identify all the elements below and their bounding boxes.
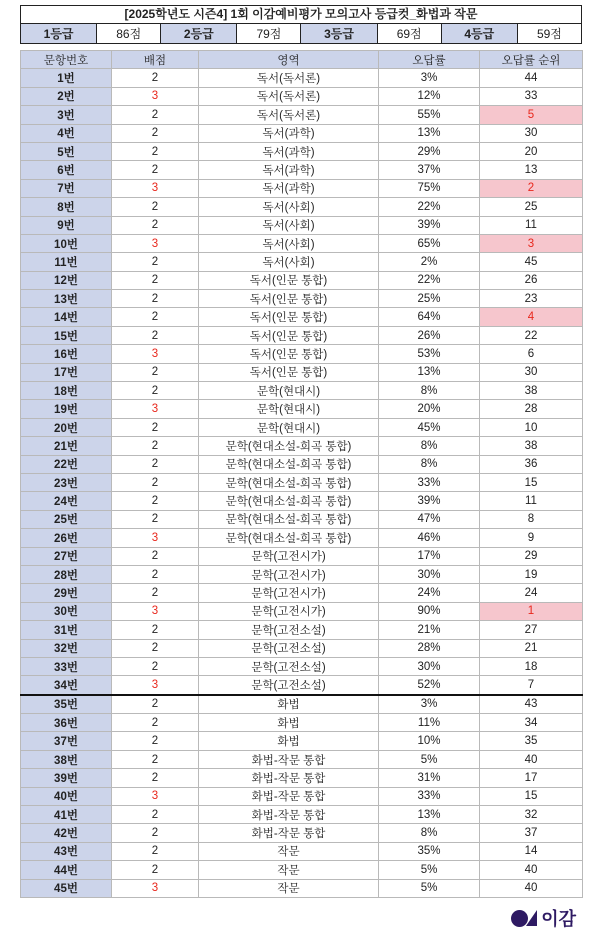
item-number-cell: 41번 — [21, 806, 112, 824]
table-row — [21, 290, 583, 308]
points-cell: 2 — [112, 437, 199, 455]
error-rate-cell: 37% — [379, 161, 480, 179]
item-number-cell: 9번 — [21, 216, 112, 234]
item-number-cell: 20번 — [21, 418, 112, 436]
header-area: 영역 — [199, 51, 379, 69]
error-rate-cell: 10% — [379, 732, 480, 750]
error-rate-cell: 8% — [379, 437, 480, 455]
points-cell: 2 — [112, 565, 199, 583]
table-row — [21, 565, 583, 583]
error-rate-cell: 30% — [379, 657, 480, 675]
error-rank-cell: 18 — [480, 657, 583, 675]
item-number-cell: 5번 — [21, 142, 112, 160]
item-number-cell: 12번 — [21, 271, 112, 289]
error-rank-cell: 37 — [480, 824, 583, 842]
table-row — [21, 676, 583, 695]
table-row — [21, 750, 583, 768]
error-rate-cell: 3% — [379, 69, 480, 87]
grade-score: 59점 — [517, 24, 581, 44]
item-number-cell: 33번 — [21, 657, 112, 675]
table-row — [21, 657, 583, 675]
points-cell: 2 — [112, 418, 199, 436]
points-cell: 2 — [112, 326, 199, 344]
error-rank-cell: 26 — [480, 271, 583, 289]
error-rate-cell: 24% — [379, 584, 480, 602]
area-cell: 작문 — [199, 861, 379, 879]
points-cell: 2 — [112, 695, 199, 714]
table-row — [21, 621, 583, 639]
table-row — [21, 879, 583, 897]
table-row — [21, 418, 583, 436]
item-number-cell: 26번 — [21, 529, 112, 547]
grade-score: 79점 — [237, 24, 301, 44]
error-rate-cell: 5% — [379, 750, 480, 768]
error-rate-cell: 33% — [379, 473, 480, 491]
item-number-cell: 13번 — [21, 290, 112, 308]
item-number-cell: 39번 — [21, 769, 112, 787]
error-rate-cell: 13% — [379, 806, 480, 824]
error-rank-cell: 4 — [480, 308, 583, 326]
points-cell: 2 — [112, 271, 199, 289]
points-cell: 2 — [112, 161, 199, 179]
table-row — [21, 769, 583, 787]
brand-logo — [511, 907, 576, 929]
error-rate-cell: 8% — [379, 382, 480, 400]
area-cell: 문학(고전시가) — [199, 602, 379, 620]
error-rank-cell: 40 — [480, 750, 583, 768]
points-cell: 2 — [112, 824, 199, 842]
table-row — [21, 106, 583, 124]
area-cell: 문학(고전시가) — [199, 565, 379, 583]
logo-text: 이감 — [541, 909, 576, 929]
area-cell: 독서(과학) — [199, 142, 379, 160]
area-cell: 독서(인문 통합) — [199, 363, 379, 381]
points-cell: 2 — [112, 124, 199, 142]
error-rank-cell: 27 — [480, 621, 583, 639]
error-rate-cell: 47% — [379, 510, 480, 528]
points-cell: 2 — [112, 106, 199, 124]
error-rank-cell: 28 — [480, 400, 583, 418]
points-cell: 3 — [112, 400, 199, 418]
table-row — [21, 216, 583, 234]
area-cell: 화법 — [199, 714, 379, 732]
table-row — [21, 492, 583, 510]
item-number-cell: 22번 — [21, 455, 112, 473]
item-number-cell: 15번 — [21, 326, 112, 344]
error-rank-cell: 10 — [480, 418, 583, 436]
points-cell: 2 — [112, 69, 199, 87]
area-cell: 문학(현대시) — [199, 382, 379, 400]
grade-label: 3등급 — [301, 24, 377, 44]
table-row — [21, 529, 583, 547]
item-number-cell: 25번 — [21, 510, 112, 528]
error-rate-cell: 22% — [379, 271, 480, 289]
item-number-cell: 19번 — [21, 400, 112, 418]
item-number-cell: 3번 — [21, 106, 112, 124]
item-number-cell: 36번 — [21, 714, 112, 732]
table-row — [21, 400, 583, 418]
item-number-cell: 17번 — [21, 363, 112, 381]
item-number-cell: 6번 — [21, 161, 112, 179]
area-cell: 작문 — [199, 842, 379, 860]
error-rank-cell: 21 — [480, 639, 583, 657]
points-cell: 2 — [112, 769, 199, 787]
area-cell: 독서(인문 통합) — [199, 345, 379, 363]
points-cell: 2 — [112, 732, 199, 750]
error-rate-cell: 75% — [379, 179, 480, 197]
area-cell: 독서(독서론) — [199, 87, 379, 105]
points-cell: 2 — [112, 473, 199, 491]
error-rate-cell: 65% — [379, 234, 480, 252]
area-cell: 독서(과학) — [199, 179, 379, 197]
error-rank-cell: 38 — [480, 382, 583, 400]
error-rank-cell: 29 — [480, 547, 583, 565]
points-cell: 2 — [112, 142, 199, 160]
error-rank-cell: 35 — [480, 732, 583, 750]
table-row — [21, 473, 583, 491]
area-cell: 문학(현대소설-희곡 통합) — [199, 437, 379, 455]
error-rate-cell: 28% — [379, 639, 480, 657]
error-rate-cell: 2% — [379, 253, 480, 271]
table-row — [21, 806, 583, 824]
area-cell: 화법-작문 통합 — [199, 769, 379, 787]
error-rate-cell: 46% — [379, 529, 480, 547]
error-rate-cell: 39% — [379, 216, 480, 234]
points-cell: 2 — [112, 657, 199, 675]
table-row — [21, 695, 583, 714]
table-row — [21, 234, 583, 252]
points-cell: 3 — [112, 87, 199, 105]
error-rank-cell: 38 — [480, 437, 583, 455]
item-number-cell: 44번 — [21, 861, 112, 879]
points-cell: 2 — [112, 510, 199, 528]
item-number-cell: 29번 — [21, 584, 112, 602]
item-number-cell: 40번 — [21, 787, 112, 805]
area-cell: 독서(인문 통합) — [199, 271, 379, 289]
error-rank-cell: 15 — [480, 787, 583, 805]
item-number-cell: 16번 — [21, 345, 112, 363]
igam-logo-triangle — [526, 910, 537, 926]
area-cell: 독서(사회) — [199, 198, 379, 216]
error-rate-cell: 21% — [379, 621, 480, 639]
item-number-cell: 2번 — [21, 87, 112, 105]
item-number-cell: 4번 — [21, 124, 112, 142]
error-rate-cell: 8% — [379, 824, 480, 842]
points-cell: 2 — [112, 842, 199, 860]
table-row — [21, 326, 583, 344]
item-number-cell: 21번 — [21, 437, 112, 455]
table-row — [21, 602, 583, 620]
error-rate-cell: 45% — [379, 418, 480, 436]
item-number-cell: 10번 — [21, 234, 112, 252]
area-cell: 화법-작문 통합 — [199, 750, 379, 768]
error-rank-cell: 6 — [480, 345, 583, 363]
points-cell: 3 — [112, 529, 199, 547]
points-cell: 2 — [112, 639, 199, 657]
points-cell: 3 — [112, 179, 199, 197]
table-body — [21, 69, 583, 898]
area-cell: 문학(현대소설-희곡 통합) — [199, 529, 379, 547]
area-cell: 문학(고전시가) — [199, 584, 379, 602]
error-rate-cell: 52% — [379, 676, 480, 695]
area-cell: 문학(고전소설) — [199, 639, 379, 657]
area-cell: 화법 — [199, 695, 379, 714]
points-cell: 2 — [112, 806, 199, 824]
points-cell: 2 — [112, 308, 199, 326]
table-row — [21, 87, 583, 105]
error-rank-cell: 44 — [480, 69, 583, 87]
error-rank-cell: 43 — [480, 695, 583, 714]
error-rank-cell: 36 — [480, 455, 583, 473]
area-cell: 독서(인문 통합) — [199, 326, 379, 344]
table-row — [21, 547, 583, 565]
area-cell: 독서(인문 통합) — [199, 290, 379, 308]
area-cell: 문학(현대소설-희곡 통합) — [199, 473, 379, 491]
points-cell: 2 — [112, 363, 199, 381]
points-cell: 2 — [112, 253, 199, 271]
item-number-cell: 18번 — [21, 382, 112, 400]
item-analysis-table — [20, 50, 583, 898]
points-cell: 3 — [112, 676, 199, 695]
area-cell: 독서(사회) — [199, 253, 379, 271]
points-cell: 2 — [112, 198, 199, 216]
error-rank-cell: 5 — [480, 106, 583, 124]
error-rank-cell: 1 — [480, 602, 583, 620]
area-cell: 문학(현대소설-희곡 통합) — [199, 455, 379, 473]
grade-label: 2등급 — [161, 24, 237, 44]
error-rank-cell: 20 — [480, 142, 583, 160]
area-cell: 화법-작문 통합 — [199, 824, 379, 842]
table-row — [21, 510, 583, 528]
error-rate-cell: 5% — [379, 861, 480, 879]
error-rank-cell: 30 — [480, 363, 583, 381]
area-cell: 문학(현대소설-희곡 통합) — [199, 510, 379, 528]
table-row — [21, 142, 583, 160]
table-row — [21, 639, 583, 657]
table-header-row — [21, 51, 583, 69]
error-rate-cell: 13% — [379, 363, 480, 381]
grade-score: 86점 — [97, 24, 161, 44]
area-cell: 독서(사회) — [199, 216, 379, 234]
error-rate-cell: 33% — [379, 787, 480, 805]
points-cell: 2 — [112, 290, 199, 308]
error-rate-cell: 90% — [379, 602, 480, 620]
error-rank-cell: 17 — [480, 769, 583, 787]
error-rank-cell: 23 — [480, 290, 583, 308]
error-rank-cell: 14 — [480, 842, 583, 860]
error-rank-cell: 11 — [480, 492, 583, 510]
area-cell: 문학(고전소설) — [199, 657, 379, 675]
area-cell: 화법-작문 통합 — [199, 787, 379, 805]
item-number-cell: 28번 — [21, 565, 112, 583]
table-row — [21, 584, 583, 602]
page-title: [2025학년도 시즌4] 1회 이감예비평가 모의고사 등급컷_화법과 작문 — [20, 5, 582, 24]
item-number-cell: 45번 — [21, 879, 112, 897]
error-rate-cell: 3% — [379, 695, 480, 714]
table-row — [21, 714, 583, 732]
error-rank-cell: 11 — [480, 216, 583, 234]
item-number-cell: 38번 — [21, 750, 112, 768]
points-cell: 3 — [112, 787, 199, 805]
error-rate-cell: 53% — [379, 345, 480, 363]
table-row — [21, 861, 583, 879]
item-number-cell: 24번 — [21, 492, 112, 510]
item-number-cell: 1번 — [21, 69, 112, 87]
error-rank-cell: 40 — [480, 879, 583, 897]
table-row — [21, 271, 583, 289]
area-cell: 화법 — [199, 732, 379, 750]
error-rank-cell: 19 — [480, 565, 583, 583]
item-number-cell: 30번 — [21, 602, 112, 620]
error-rank-cell: 32 — [480, 806, 583, 824]
header-error-rate: 오답률 — [379, 51, 480, 69]
area-cell: 문학(현대시) — [199, 418, 379, 436]
error-rank-cell: 22 — [480, 326, 583, 344]
error-rate-cell: 29% — [379, 142, 480, 160]
table-row — [21, 455, 583, 473]
grade-cut-table — [20, 23, 582, 44]
error-rank-cell: 2 — [480, 179, 583, 197]
error-rate-cell: 11% — [379, 714, 480, 732]
area-cell: 독서(사회) — [199, 234, 379, 252]
error-rank-cell: 9 — [480, 529, 583, 547]
points-cell: 2 — [112, 547, 199, 565]
item-number-cell: 23번 — [21, 473, 112, 491]
table-row — [21, 437, 583, 455]
error-rate-cell: 12% — [379, 87, 480, 105]
grade-label: 4등급 — [441, 24, 517, 44]
area-cell: 문학(현대시) — [199, 400, 379, 418]
item-number-cell: 27번 — [21, 547, 112, 565]
error-rank-cell: 15 — [480, 473, 583, 491]
points-cell: 2 — [112, 455, 199, 473]
area-cell: 작문 — [199, 879, 379, 897]
error-rank-cell: 3 — [480, 234, 583, 252]
table-row — [21, 161, 583, 179]
table-row — [21, 382, 583, 400]
area-cell: 독서(인문 통합) — [199, 308, 379, 326]
points-cell: 3 — [112, 345, 199, 363]
error-rank-cell: 33 — [480, 87, 583, 105]
table-row — [21, 345, 583, 363]
error-rate-cell: 30% — [379, 565, 480, 583]
points-cell: 2 — [112, 750, 199, 768]
error-rate-cell: 31% — [379, 769, 480, 787]
header-points: 배점 — [112, 51, 199, 69]
table-row — [21, 253, 583, 271]
area-cell: 독서(독서론) — [199, 106, 379, 124]
error-rank-cell: 8 — [480, 510, 583, 528]
area-cell: 독서(과학) — [199, 161, 379, 179]
table-row — [21, 69, 583, 87]
error-rate-cell: 64% — [379, 308, 480, 326]
item-number-cell: 37번 — [21, 732, 112, 750]
table-row — [21, 787, 583, 805]
error-rank-cell: 13 — [480, 161, 583, 179]
table-row — [21, 842, 583, 860]
points-cell: 2 — [112, 861, 199, 879]
table-row — [21, 732, 583, 750]
item-number-cell: 43번 — [21, 842, 112, 860]
area-cell: 문학(고전시가) — [199, 547, 379, 565]
error-rank-cell: 30 — [480, 124, 583, 142]
error-rate-cell: 8% — [379, 455, 480, 473]
grade-score: 69점 — [377, 24, 441, 44]
area-cell: 독서(독서론) — [199, 69, 379, 87]
error-rank-cell: 25 — [480, 198, 583, 216]
points-cell: 2 — [112, 216, 199, 234]
header-item-number: 문항번호 — [21, 51, 112, 69]
points-cell: 3 — [112, 234, 199, 252]
table-row — [21, 179, 583, 197]
points-cell: 3 — [112, 602, 199, 620]
grade-label: 1등급 — [21, 24, 97, 44]
error-rate-cell: 26% — [379, 326, 480, 344]
error-rate-cell: 20% — [379, 400, 480, 418]
area-cell: 문학(현대소설-희곡 통합) — [199, 492, 379, 510]
item-number-cell: 8번 — [21, 198, 112, 216]
error-rank-cell: 45 — [480, 253, 583, 271]
area-cell: 화법-작문 통합 — [199, 806, 379, 824]
header-error-rank: 오답률 순위 — [480, 51, 583, 69]
table-row — [21, 363, 583, 381]
error-rate-cell: 39% — [379, 492, 480, 510]
item-number-cell: 11번 — [21, 253, 112, 271]
error-rate-cell: 22% — [379, 198, 480, 216]
error-rate-cell: 35% — [379, 842, 480, 860]
item-number-cell: 31번 — [21, 621, 112, 639]
error-rank-cell: 34 — [480, 714, 583, 732]
item-number-cell: 42번 — [21, 824, 112, 842]
error-rank-cell: 7 — [480, 676, 583, 695]
area-cell: 문학(고전소설) — [199, 676, 379, 695]
points-cell: 2 — [112, 492, 199, 510]
error-rank-cell: 24 — [480, 584, 583, 602]
item-number-cell: 35번 — [21, 695, 112, 714]
item-number-cell: 34번 — [21, 676, 112, 695]
points-cell: 2 — [112, 621, 199, 639]
error-rank-cell: 40 — [480, 861, 583, 879]
item-number-cell: 7번 — [21, 179, 112, 197]
area-cell: 독서(과학) — [199, 124, 379, 142]
error-rate-cell: 13% — [379, 124, 480, 142]
table-row — [21, 308, 583, 326]
table-row — [21, 198, 583, 216]
points-cell: 2 — [112, 584, 199, 602]
grade-cut-row — [21, 24, 582, 44]
points-cell: 2 — [112, 382, 199, 400]
error-rate-cell: 25% — [379, 290, 480, 308]
item-number-cell: 32번 — [21, 639, 112, 657]
points-cell: 2 — [112, 714, 199, 732]
error-rate-cell: 17% — [379, 547, 480, 565]
table-row — [21, 124, 583, 142]
item-number-cell: 14번 — [21, 308, 112, 326]
points-cell: 3 — [112, 879, 199, 897]
area-cell: 문학(고전소설) — [199, 621, 379, 639]
table-row — [21, 824, 583, 842]
error-rate-cell: 55% — [379, 106, 480, 124]
error-rate-cell: 5% — [379, 879, 480, 897]
